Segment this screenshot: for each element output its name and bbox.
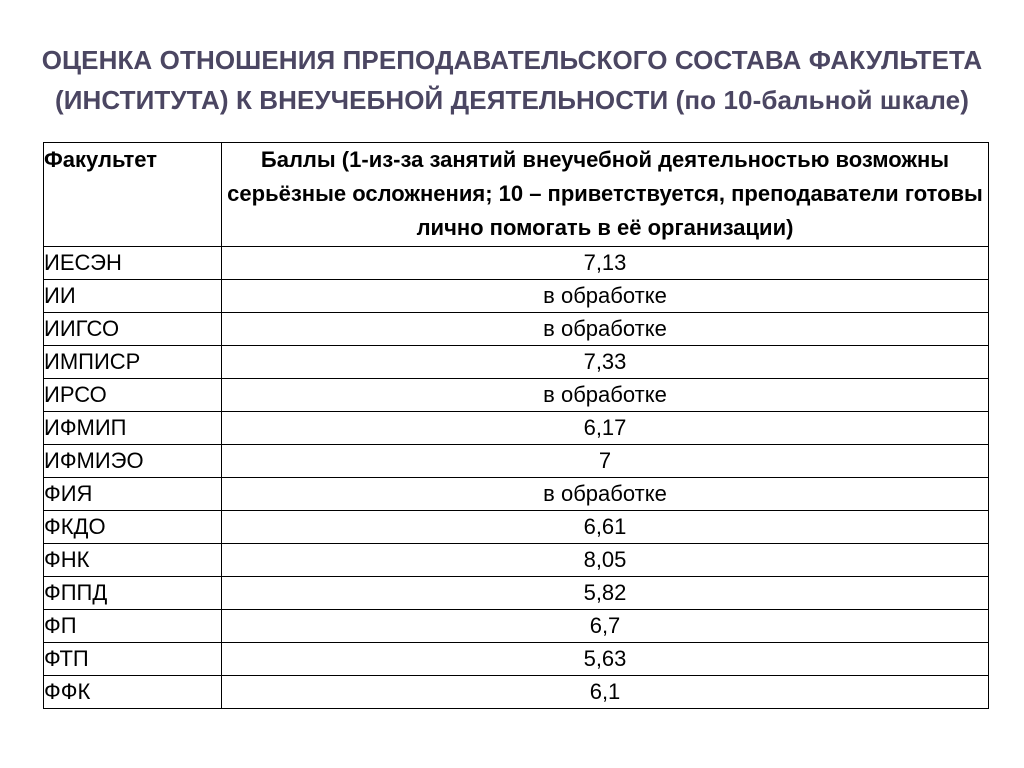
score-cell: 7,33 (222, 346, 989, 379)
table-row (44, 643, 989, 676)
table-body (44, 247, 989, 709)
score-cell: 7 (222, 445, 989, 478)
faculty-cell: ФИЯ (44, 478, 222, 511)
faculty-cell: ИФМИЭО (44, 445, 222, 478)
score-cell: 6,17 (222, 412, 989, 445)
faculty-cell: ФКДО (44, 511, 222, 544)
table-row (44, 313, 989, 346)
score-cell: в обработке (222, 478, 989, 511)
score-cell: 5,63 (222, 643, 989, 676)
page-title-line-1: ОЦЕНКА ОТНОШЕНИЯ ПРЕПОДАВАТЕЛЬСКОГО СОСТАВА ФАКУЛЬТЕТА (41, 45, 983, 75)
header-faculty: Факультет (44, 143, 222, 247)
faculty-cell: ИИ (44, 280, 222, 313)
faculty-cell: ФППД (44, 577, 222, 610)
table-row (44, 676, 989, 709)
page-title-line-2: (ИНСТИТУТА) К ВНЕУЧЕБНОЙ ДЕЯТЕЛЬНОСТИ (по 10-бальной шкале) (55, 85, 969, 115)
score-cell: 7,13 (222, 247, 989, 280)
table-header-row (44, 143, 989, 247)
score-cell: в обработке (222, 379, 989, 412)
faculty-cell: ФФК (44, 676, 222, 709)
faculty-cell: ФТП (44, 643, 222, 676)
table-row (44, 511, 989, 544)
table-row (44, 577, 989, 610)
score-cell: 6,61 (222, 511, 989, 544)
score-cell: 8,05 (222, 544, 989, 577)
table-row (44, 280, 989, 313)
faculty-cell: ИЕСЭН (44, 247, 222, 280)
faculty-cell: ФП (44, 610, 222, 643)
score-cell: в обработке (222, 313, 989, 346)
table-row (44, 610, 989, 643)
score-cell: 6,7 (222, 610, 989, 643)
table-row (44, 544, 989, 577)
faculty-cell: ИИГСО (44, 313, 222, 346)
score-cell: 6,1 (222, 676, 989, 709)
score-cell: 5,82 (222, 577, 989, 610)
table-row (44, 379, 989, 412)
faculty-cell: ФНК (44, 544, 222, 577)
faculty-cell: ИРСО (44, 379, 222, 412)
score-cell: в обработке (222, 280, 989, 313)
table-row (44, 412, 989, 445)
page-title (20, 40, 1004, 120)
header-score: Баллы (1-из-за занятий внеучебной деятельностью возможны серьёзные осложнения; 10 – приветствуется, преподаватели готовы лично помогать в её организации) (222, 143, 989, 247)
table-row (44, 346, 989, 379)
faculty-cell: ИФМИП (44, 412, 222, 445)
table-row (44, 247, 989, 280)
faculty-cell: ИМПИСР (44, 346, 222, 379)
table-row (44, 478, 989, 511)
scores-table (43, 142, 989, 709)
table-row (44, 445, 989, 478)
